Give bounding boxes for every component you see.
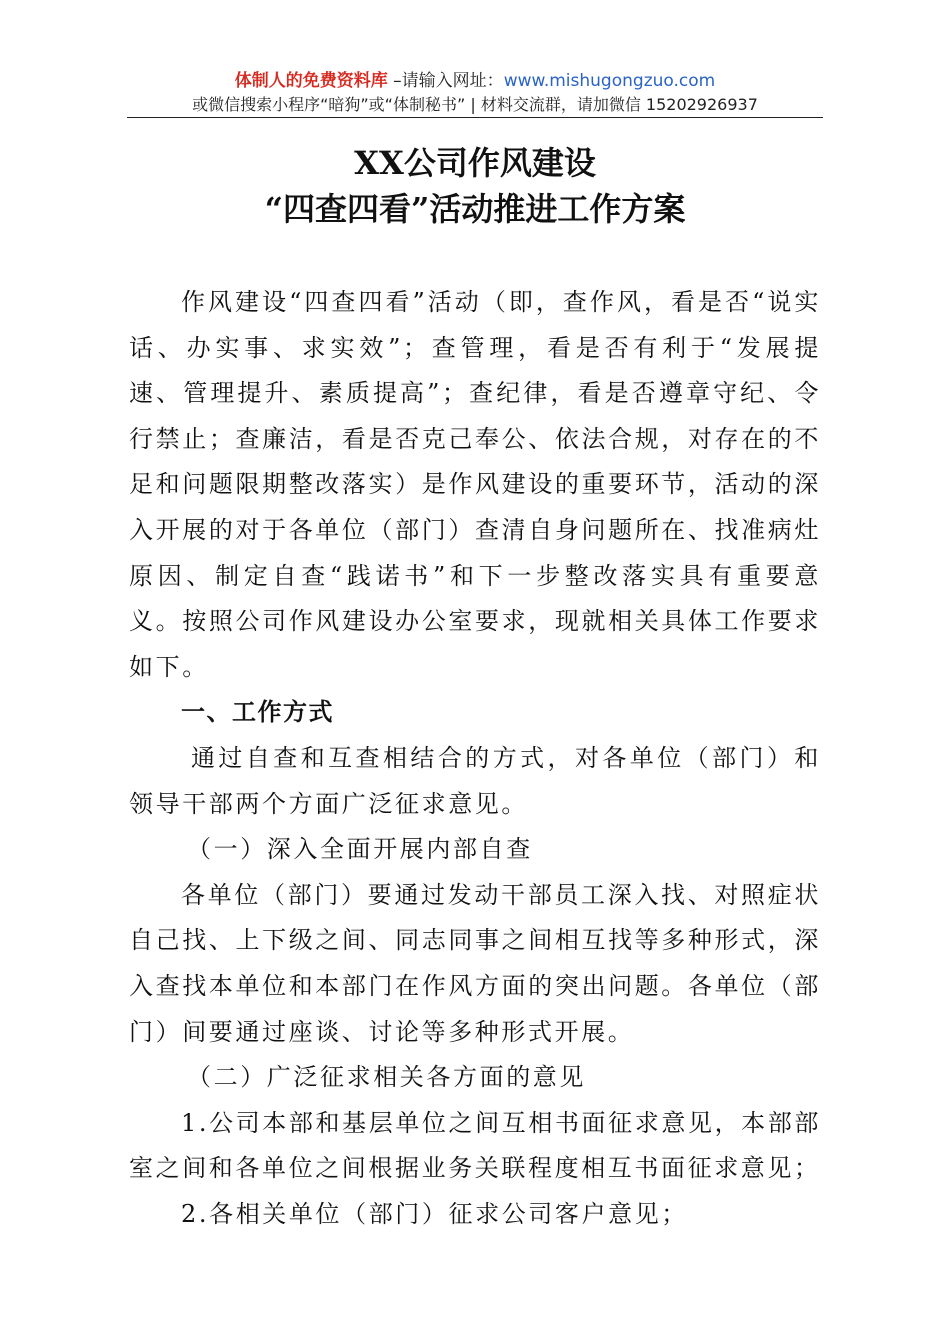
header-brand: 体制人的免费资料库 — [234, 71, 388, 91]
section-1-heading: 一、工作方式 — [181, 698, 334, 727]
subsection-1-paragraph: 各单位（部门）要通过发动干部员工深入找、对照症状自己找、上下级之间、同志同事之间相互找等多种形式，深入查找本单位和本部门在作风方面的突出问题。各单位（部门）间要通过座谈、讨论等多种形式开展。 — [129, 880, 821, 1046]
list-item-2: 2.各相关单位（部门）征求公司客户意见； — [181, 1199, 688, 1228]
title-line-1: XX公司作风建设 — [354, 144, 596, 182]
header-url-link[interactable]: www.mishugongzuo.com — [503, 71, 716, 91]
title-line-2: “四查四看”活动推进工作方案 — [264, 190, 686, 228]
document-header — [0, 68, 950, 118]
section-1-paragraph: 通过自查和互查相结合的方式，对各单位（部门）和领导干部两个方面广泛征求意见。 — [129, 743, 821, 818]
document-body — [129, 280, 821, 1237]
document-title — [0, 140, 950, 232]
list-item-1: 1.公司本部和基层单位之间互相书面征求意见，本部部室之间和各单位之间根据业务关联程度相互书面征求意见； — [129, 1108, 821, 1183]
subsection-1-heading: （一）深入全面开展内部自查 — [187, 835, 533, 864]
header-divider — [127, 117, 823, 118]
header-prompt: –请输入网址： — [387, 71, 504, 91]
header-line-1 — [0, 68, 950, 94]
subsection-2-heading: （二）广泛征求相关各方面的意见 — [187, 1063, 586, 1092]
intro-paragraph: 作风建设“四查四看”活动（即，查作风，看是否“说实话、办实事、求实效”；查管理，看是否有利于“发展提速、管理提升、素质提高”；查纪律，看是否遵章守纪、令行禁止；查廉洁，看是否克己奉公、依法合规，对存在的不足和问题限期整改落实）是作风建设的重要环节，活动的深入开展的对于各单位（部门）查清自身问题所在、找准病灶原因、制定自查“践诺书”和下一步整改落实具有重要意义。按照公司作风建设办公室要求，现就相关具体工作要求如下。 — [129, 288, 821, 681]
header-line-2: 或微信搜索小程序“暗狗”或“体制秘书” | 材料交流群，请加微信 15202926937 — [192, 95, 758, 114]
